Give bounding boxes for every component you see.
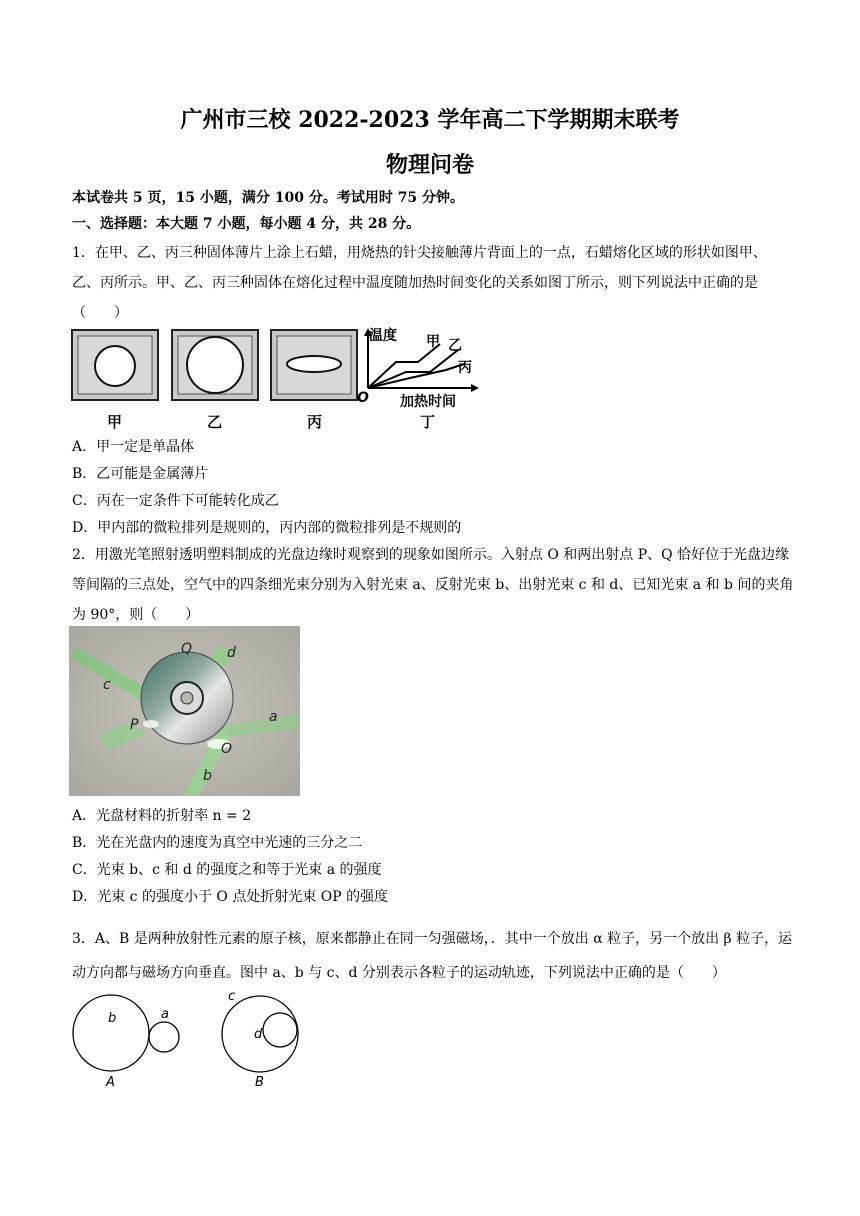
q1-figure <box>70 326 480 432</box>
q2-photo <box>69 626 300 796</box>
curve-label-jia: 甲 <box>426 334 440 350</box>
q3-label-d: d <box>254 1027 263 1042</box>
curve-label-yi: 乙 <box>448 338 462 354</box>
q2-stem: 2．用激光笔照射透明塑料制成的光盘边缘时观察到的现象如图所示。入射点 O 和两出射点 P、Q 恰好位于光盘边缘等间隔的三点处，空气中的四条细光束分别为入射光束 a、反射光束 b、出射光束 c 和 d、已知光束 a 和 b 间的夹角为 90°，则（ ） <box>72 547 794 623</box>
q2-option-d: D．光束 c 的强度小于 O 点处折射光束 OP 的强度 <box>72 889 389 905</box>
q1-stem: 1．在甲、乙、丙三种固体薄片上涂上石蜡，用烧热的针尖接触薄片背面上的一点，石蜡熔化区域的形状如图甲、乙、丙所示。甲、乙、丙三种固体在熔化过程中温度随加热时间变化的关系如图丁所示，则下列说法中正确的是（ ） <box>72 245 767 321</box>
section-heading: 一、选择题：本大题 7 小题，每小题 4 分，共 28 分。 <box>72 216 421 232</box>
panel-label-ding: 丁 <box>420 413 436 431</box>
q3-figure <box>68 990 308 1090</box>
panel-label-bing: 丙 <box>307 413 323 431</box>
photo-label-O: O <box>221 741 233 757</box>
photo-label-Q: Q <box>181 641 193 657</box>
curve-label-bing: 丙 <box>458 360 472 376</box>
q2-option-b: B．光在光盘内的速度为真空中光速的三分之二 <box>72 835 363 851</box>
q1-option-c: C．丙在一定条件下可能转化成乙 <box>72 493 279 509</box>
q2-option-a: A．光盘材料的折射率 n = 2 <box>72 808 252 824</box>
q3-stem: 3．A、B 是两种放射性元素的原子核，原来都静止在同一匀强磁场，．其中一个放出 α 粒子，另一个放出 β 粒子，运动方向都与磁场方向垂直。图中 a、b 与 c、d 分别表示各粒子的运动轨迹，下列说法中正确的是（ ） <box>72 931 793 981</box>
panel-label-yi: 乙 <box>207 413 223 431</box>
q2-option-c: C．光束 b、c 和 d 的强度之和等于光束 a 的强度 <box>72 862 382 878</box>
q3-label-c: c <box>228 990 236 1004</box>
q3-label-B: B <box>255 1075 264 1090</box>
photo-label-a: a <box>269 709 278 725</box>
photo-label-b: b <box>203 768 212 784</box>
panel-label-jia: 甲 <box>107 413 123 431</box>
q3-label-A: A <box>106 1075 115 1090</box>
q1-option-d: D．甲内部的微粒排列是规则的，丙内部的微粒排列是不规则的 <box>72 520 462 536</box>
photo-label-P: P <box>130 717 139 733</box>
q3-label-b: b <box>108 1011 117 1026</box>
photo-label-c: c <box>103 677 111 693</box>
graph-xlabel: 加热时间 <box>400 394 456 410</box>
q3-label-a: a <box>161 1007 169 1022</box>
q1-option-b: B．乙可能是金属薄片 <box>72 466 209 482</box>
graph-origin-label: O <box>357 390 369 406</box>
q1-option-a: A．甲一定是单晶体 <box>72 439 195 455</box>
graph-ylabel: 温度 <box>369 328 397 344</box>
exam-title: 广州市三校 2022-2023 学年高二下学期期末联考 <box>180 107 680 133</box>
exam-info: 本试卷共 5 页，15 小题，满分 100 分。考试用时 75 分钟。 <box>72 190 465 206</box>
exam-subtitle: 物理问卷 <box>385 152 474 178</box>
photo-label-d: d <box>227 645 236 661</box>
